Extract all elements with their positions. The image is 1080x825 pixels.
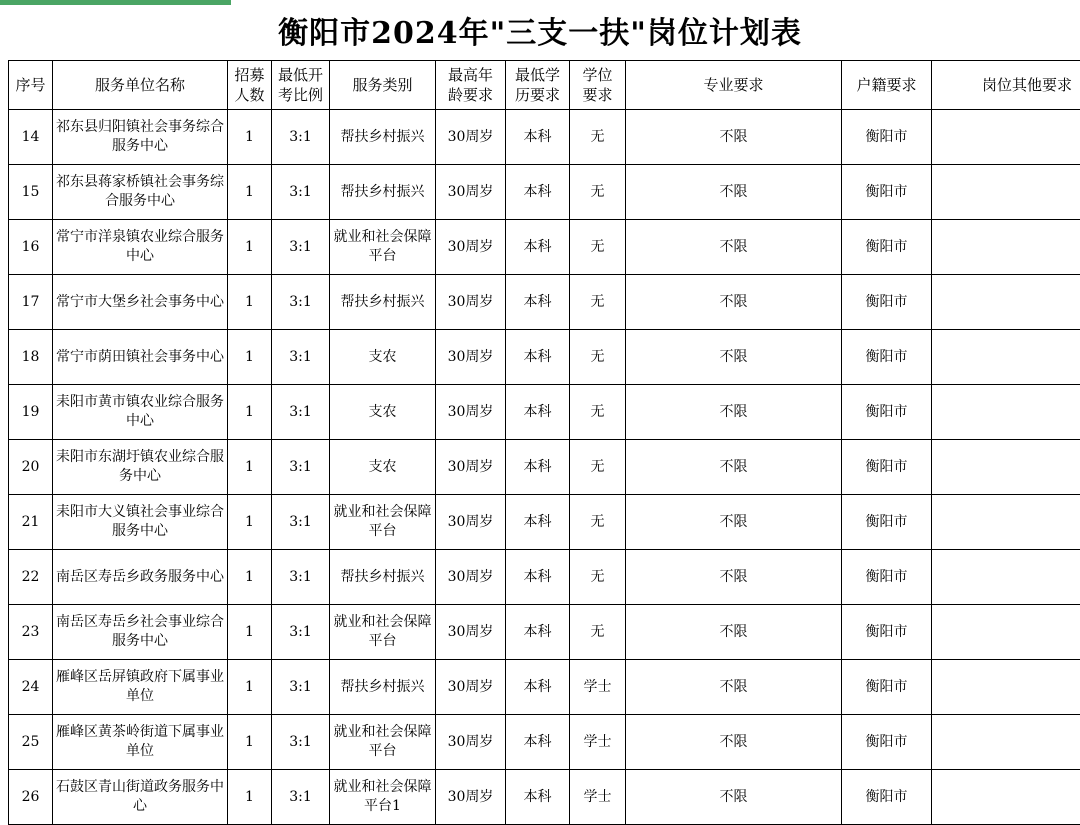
cell-age: 30周岁	[436, 770, 506, 825]
column-header-age-line1: 最高年	[439, 65, 502, 85]
cell-ratio: 3:1	[272, 715, 330, 770]
cell-degree: 无	[570, 605, 626, 660]
cell-age: 30周岁	[436, 330, 506, 385]
cell-degree: 无	[570, 110, 626, 165]
cell-other	[932, 220, 1080, 275]
cell-degree: 无	[570, 550, 626, 605]
cell-seq: 26	[9, 770, 53, 825]
cell-unit: 耒阳市大义镇社会事业综合服务中心	[53, 495, 228, 550]
column-header-degree-line2: 要求	[573, 85, 622, 105]
cell-age: 30周岁	[436, 275, 506, 330]
cell-service-type: 帮扶乡村振兴	[330, 275, 436, 330]
cell-unit: 耒阳市东湖圩镇农业综合服务中心	[53, 440, 228, 495]
cell-major: 不限	[626, 330, 842, 385]
cell-unit: 常宁市大堡乡社会事务中心	[53, 275, 228, 330]
cell-count: 1	[228, 330, 272, 385]
cell-household: 衡阳市	[842, 220, 932, 275]
cell-education: 本科	[506, 440, 570, 495]
table-row	[9, 495, 1080, 550]
table-row	[9, 605, 1080, 660]
cell-ratio: 3:1	[272, 220, 330, 275]
cell-education: 本科	[506, 550, 570, 605]
cell-major: 不限	[626, 275, 842, 330]
column-header-age-line2: 龄要求	[439, 85, 502, 105]
cell-seq: 23	[9, 605, 53, 660]
cell-count: 1	[228, 440, 272, 495]
cell-count: 1	[228, 550, 272, 605]
column-header-degree	[570, 61, 626, 110]
cell-unit: 石鼓区青山街道政务服务中心	[53, 770, 228, 825]
cell-count: 1	[228, 495, 272, 550]
column-header-ratio-line1: 最低开	[275, 65, 326, 85]
column-header-education-line2: 历要求	[509, 85, 566, 105]
cell-unit: 雁峰区黄茶岭街道下属事业单位	[53, 715, 228, 770]
cell-age: 30周岁	[436, 165, 506, 220]
cell-education: 本科	[506, 385, 570, 440]
cell-service-type: 支农	[330, 385, 436, 440]
cell-other	[932, 495, 1080, 550]
cell-seq: 24	[9, 660, 53, 715]
cell-major: 不限	[626, 220, 842, 275]
cell-ratio: 3:1	[272, 440, 330, 495]
column-header-count	[228, 61, 272, 110]
cell-unit: 祁东县蒋家桥镇社会事务综合服务中心	[53, 165, 228, 220]
job-plan-table	[8, 60, 1080, 825]
cell-major: 不限	[626, 440, 842, 495]
table-row	[9, 715, 1080, 770]
cell-ratio: 3:1	[272, 385, 330, 440]
table-row	[9, 660, 1080, 715]
cell-household: 衡阳市	[842, 550, 932, 605]
table-header-row	[9, 61, 1080, 110]
cell-degree: 无	[570, 495, 626, 550]
table-header	[9, 61, 1080, 110]
cell-other	[932, 275, 1080, 330]
cell-other	[932, 605, 1080, 660]
cell-unit: 常宁市洋泉镇农业综合服务中心	[53, 220, 228, 275]
cell-other	[932, 330, 1080, 385]
table-row	[9, 220, 1080, 275]
cell-household: 衡阳市	[842, 495, 932, 550]
cell-education: 本科	[506, 495, 570, 550]
cell-ratio: 3:1	[272, 660, 330, 715]
cell-service-type: 就业和社会保障平台1	[330, 770, 436, 825]
cell-other	[932, 165, 1080, 220]
cell-seq: 16	[9, 220, 53, 275]
cell-ratio: 3:1	[272, 495, 330, 550]
column-header-count-line1: 招募	[231, 65, 268, 85]
cell-age: 30周岁	[436, 715, 506, 770]
cell-ratio: 3:1	[272, 770, 330, 825]
cell-major: 不限	[626, 605, 842, 660]
cell-other	[932, 715, 1080, 770]
cell-degree: 无	[570, 385, 626, 440]
cell-age: 30周岁	[436, 220, 506, 275]
cell-count: 1	[228, 715, 272, 770]
cell-degree: 无	[570, 330, 626, 385]
cell-degree: 无	[570, 220, 626, 275]
cell-unit: 祁东县归阳镇社会事务综合服务中心	[53, 110, 228, 165]
table-body	[9, 110, 1080, 825]
cell-degree: 学士	[570, 770, 626, 825]
cell-service-type: 帮扶乡村振兴	[330, 165, 436, 220]
cell-household: 衡阳市	[842, 605, 932, 660]
cell-service-type: 帮扶乡村振兴	[330, 660, 436, 715]
cell-degree: 无	[570, 440, 626, 495]
cell-age: 30周岁	[436, 110, 506, 165]
top-accent-strip	[0, 0, 231, 5]
cell-ratio: 3:1	[272, 605, 330, 660]
cell-education: 本科	[506, 660, 570, 715]
cell-education: 本科	[506, 165, 570, 220]
cell-count: 1	[228, 605, 272, 660]
cell-household: 衡阳市	[842, 330, 932, 385]
cell-major: 不限	[626, 495, 842, 550]
cell-seq: 17	[9, 275, 53, 330]
table-row	[9, 440, 1080, 495]
cell-service-type: 就业和社会保障平台	[330, 715, 436, 770]
cell-other	[932, 110, 1080, 165]
column-header-ratio	[272, 61, 330, 110]
cell-count: 1	[228, 110, 272, 165]
cell-education: 本科	[506, 110, 570, 165]
cell-service-type: 就业和社会保障平台	[330, 605, 436, 660]
cell-education: 本科	[506, 330, 570, 385]
cell-seq: 22	[9, 550, 53, 605]
column-header-service-type: 服务类别	[330, 61, 436, 110]
cell-major: 不限	[626, 770, 842, 825]
column-header-seq: 序号	[9, 61, 53, 110]
cell-seq: 20	[9, 440, 53, 495]
table-row	[9, 110, 1080, 165]
cell-seq: 14	[9, 110, 53, 165]
cell-age: 30周岁	[436, 385, 506, 440]
cell-unit: 耒阳市黄市镇农业综合服务中心	[53, 385, 228, 440]
cell-household: 衡阳市	[842, 770, 932, 825]
cell-count: 1	[228, 770, 272, 825]
cell-major: 不限	[626, 110, 842, 165]
cell-seq: 18	[9, 330, 53, 385]
cell-unit: 南岳区寿岳乡政务服务中心	[53, 550, 228, 605]
cell-unit: 雁峰区岳屏镇政府下属事业单位	[53, 660, 228, 715]
cell-service-type: 支农	[330, 440, 436, 495]
table-row	[9, 770, 1080, 825]
column-header-age	[436, 61, 506, 110]
table-row	[9, 275, 1080, 330]
table-row	[9, 165, 1080, 220]
cell-major: 不限	[626, 715, 842, 770]
cell-degree: 学士	[570, 715, 626, 770]
column-header-ratio-line2: 考比例	[275, 85, 326, 105]
cell-ratio: 3:1	[272, 275, 330, 330]
cell-count: 1	[228, 660, 272, 715]
cell-education: 本科	[506, 220, 570, 275]
cell-seq: 15	[9, 165, 53, 220]
cell-other	[932, 770, 1080, 825]
cell-seq: 19	[9, 385, 53, 440]
cell-major: 不限	[626, 165, 842, 220]
table-row	[9, 330, 1080, 385]
cell-seq: 25	[9, 715, 53, 770]
cell-degree: 无	[570, 165, 626, 220]
table-row	[9, 550, 1080, 605]
cell-age: 30周岁	[436, 605, 506, 660]
cell-ratio: 3:1	[272, 110, 330, 165]
cell-household: 衡阳市	[842, 165, 932, 220]
cell-education: 本科	[506, 715, 570, 770]
cell-age: 30周岁	[436, 495, 506, 550]
cell-ratio: 3:1	[272, 165, 330, 220]
page-title: 衡阳市2024年"三支一扶"岗位计划表	[0, 0, 1080, 60]
column-header-education	[506, 61, 570, 110]
cell-ratio: 3:1	[272, 330, 330, 385]
cell-service-type: 就业和社会保障平台	[330, 220, 436, 275]
cell-age: 30周岁	[436, 660, 506, 715]
cell-count: 1	[228, 275, 272, 330]
column-header-count-line2: 人数	[231, 85, 268, 105]
column-header-education-line1: 最低学	[509, 65, 566, 85]
cell-other	[932, 660, 1080, 715]
cell-household: 衡阳市	[842, 440, 932, 495]
cell-household: 衡阳市	[842, 715, 932, 770]
cell-household: 衡阳市	[842, 110, 932, 165]
cell-age: 30周岁	[436, 440, 506, 495]
cell-degree: 无	[570, 275, 626, 330]
cell-household: 衡阳市	[842, 660, 932, 715]
cell-education: 本科	[506, 275, 570, 330]
cell-major: 不限	[626, 550, 842, 605]
cell-count: 1	[228, 220, 272, 275]
cell-household: 衡阳市	[842, 385, 932, 440]
cell-service-type: 支农	[330, 330, 436, 385]
table-row	[9, 385, 1080, 440]
cell-service-type: 帮扶乡村振兴	[330, 110, 436, 165]
cell-unit: 常宁市荫田镇社会事务中心	[53, 330, 228, 385]
column-header-household: 户籍要求	[842, 61, 932, 110]
cell-education: 本科	[506, 605, 570, 660]
cell-service-type: 就业和社会保障平台	[330, 495, 436, 550]
column-header-degree-line1: 学位	[573, 65, 622, 85]
cell-age: 30周岁	[436, 550, 506, 605]
cell-household: 衡阳市	[842, 275, 932, 330]
cell-ratio: 3:1	[272, 550, 330, 605]
column-header-unit: 服务单位名称	[53, 61, 228, 110]
cell-major: 不限	[626, 385, 842, 440]
cell-count: 1	[228, 165, 272, 220]
cell-education: 本科	[506, 770, 570, 825]
cell-other	[932, 385, 1080, 440]
cell-degree: 学士	[570, 660, 626, 715]
cell-major: 不限	[626, 660, 842, 715]
cell-seq: 21	[9, 495, 53, 550]
cell-other	[932, 550, 1080, 605]
cell-service-type: 帮扶乡村振兴	[330, 550, 436, 605]
cell-count: 1	[228, 385, 272, 440]
column-header-other: 岗位其他要求	[932, 61, 1080, 110]
column-header-major: 专业要求	[626, 61, 842, 110]
cell-unit: 南岳区寿岳乡社会事业综合服务中心	[53, 605, 228, 660]
cell-other	[932, 440, 1080, 495]
